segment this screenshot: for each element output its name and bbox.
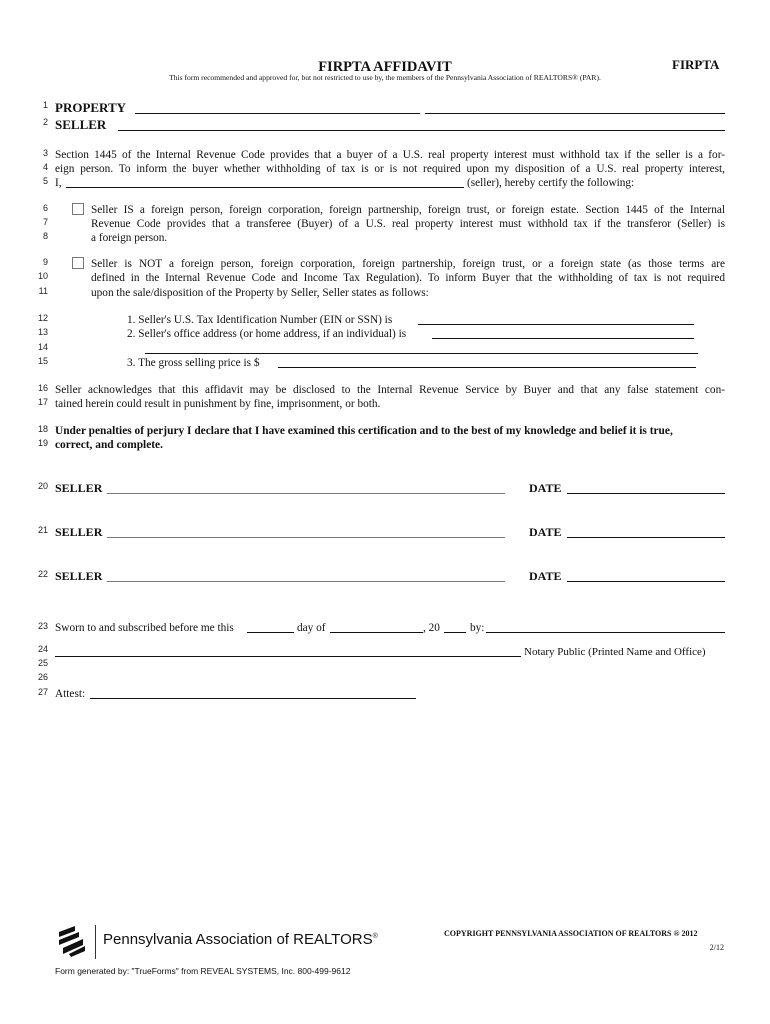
par-logo-icon [57, 924, 97, 958]
line-number: 15 [37, 356, 48, 366]
seller-label: SELLER [55, 117, 107, 132]
line-number: 6 [42, 203, 48, 213]
seller-field[interactable] [118, 130, 725, 131]
signature-date-field[interactable] [567, 537, 725, 538]
intro-line-3-prefix: I, [55, 177, 62, 189]
line-number: 22 [37, 569, 48, 579]
signature-date-label: DATE [529, 525, 562, 539]
notary-label: Notary Public (Printed Name and Office) [524, 646, 706, 658]
attest-field[interactable] [90, 698, 416, 699]
line-number: 7 [42, 217, 48, 227]
line-number: 23 [37, 621, 48, 631]
sworn-label: Sworn to and subscribed before me this [55, 622, 234, 634]
address-field-1[interactable] [432, 338, 694, 339]
foreign-line-1: Seller IS a foreign person, foreign corporation, foreign partnership, foreign trust, or foreign estate. Section 1445 of the Internal [91, 204, 725, 216]
price-field[interactable] [278, 367, 696, 368]
signature-date-field[interactable] [567, 493, 725, 494]
signature-seller-label: SELLER [55, 481, 103, 495]
seller-signature-field[interactable] [107, 493, 505, 494]
revision-text: 2/12 [709, 943, 724, 952]
par-logo [57, 924, 97, 958]
org-name-registered: ® [372, 933, 378, 940]
ack-line-1: Seller acknowledges that this affidavit may be disclosed to the Internal Revenue Service by Buyer and that any false statement con- [55, 384, 725, 396]
notary-name-field[interactable] [55, 656, 521, 657]
line-number: 9 [42, 257, 48, 267]
seller-signature-field[interactable] [107, 537, 505, 538]
tin-field[interactable] [418, 324, 694, 325]
signature-seller-label: SELLER [55, 525, 103, 539]
foreign-person-checkbox[interactable] [72, 203, 84, 215]
not-foreign-line-2: defined in the Internal Revenue Code and Income Tax Regulation). To inform Buyer that the withholding of tax is not required [91, 272, 725, 284]
address-field-2[interactable] [145, 353, 698, 354]
copyright-text: COPYRIGHT PENNSYLVANIA ASSOCIATION OF REALTORS ® 2012 [444, 929, 698, 938]
signature-date-field[interactable] [567, 581, 725, 582]
property-label: PROPERTY [55, 100, 127, 115]
year-prefix-label: , 20 [423, 622, 440, 634]
line-number: 4 [42, 162, 48, 172]
line-number: 27 [37, 687, 48, 697]
by-label: by: [470, 622, 485, 634]
signature-seller-label: SELLER [55, 569, 103, 583]
org-name [103, 931, 378, 948]
intro-line-1: Section 1445 of the Internal Revenue Code provides that a buyer of a U.S. real property interest must withhold tax if the seller is a for- [55, 149, 725, 161]
line-number: 17 [37, 397, 48, 407]
property-field-2[interactable] [425, 113, 725, 114]
signature-date-label: DATE [529, 481, 562, 495]
line-number: 11 [38, 286, 48, 296]
logo-divider [95, 925, 96, 959]
sworn-by-field[interactable] [486, 632, 725, 633]
attest-label: Attest: [55, 688, 86, 700]
line-number: 21 [37, 525, 48, 535]
perjury-line-2: correct, and complete. [55, 439, 163, 451]
price-label: 3. The gross selling price is $ [127, 357, 260, 369]
line-number: 10 [37, 271, 48, 281]
form-title: FIRPTA AFFIDAVIT [318, 59, 452, 75]
intro-line-3-suffix: (seller), hereby certify the following: [467, 177, 635, 189]
line-number: 24 [37, 644, 48, 654]
line-number: 12 [37, 313, 48, 323]
line-number: 25 [37, 658, 48, 668]
certifying-seller-name-field[interactable] [66, 187, 464, 188]
line-number: 2 [42, 117, 48, 127]
seller-signature-field[interactable] [107, 581, 505, 582]
line-number: 26 [37, 672, 48, 682]
sworn-day-field[interactable] [247, 632, 294, 633]
sworn-month-field[interactable] [330, 632, 423, 633]
signature-date-label: DATE [529, 569, 562, 583]
line-number: 3 [42, 148, 48, 158]
line-number: 19 [37, 438, 48, 448]
not-foreign-line-3: upon the sale/disposition of the Property by Seller, Seller states as follows: [91, 287, 429, 299]
not-foreign-line-1: Seller is NOT a foreign person, foreign corporation, foreign partnership, foreign trust, or a foreign state (as those terms are [91, 258, 725, 270]
property-field-1[interactable] [135, 113, 420, 114]
line-number: 5 [42, 176, 48, 186]
day-of-label: day of [297, 622, 326, 634]
org-name-text: Pennsylvania Association of REALTORS [103, 931, 373, 948]
ack-line-2: tained herein could result in punishment by fine, imprisonment, or both. [55, 398, 381, 410]
line-number: 8 [42, 231, 48, 241]
perjury-line-1: Under penalties of perjury I declare that I have examined this certification and to the best of my knowledge and belief it is true, [55, 425, 673, 437]
foreign-line-2: Revenue Code provides that a transferee (Buyer) of a U.S. real property interest must withhold tax if the transferor (Seller) is [91, 218, 725, 230]
line-number: 14 [37, 342, 48, 352]
sworn-year-field[interactable] [444, 632, 466, 633]
intro-line-2: eign person. To inform the buyer whether withholding of tax is or is not required upon my disposition of a U.S. real property interest, [55, 163, 725, 175]
line-number: 20 [37, 481, 48, 491]
line-number: 13 [37, 327, 48, 337]
not-foreign-person-checkbox[interactable] [72, 257, 84, 269]
line-number: 18 [37, 424, 48, 434]
address-label: 2. Seller's office address (or home address, if an individual) is [127, 328, 407, 340]
form-subtitle: This form recommended and approved for, but not restricted to use by, the members of the Pennsylvania Association of REALTORS® (PAR). [169, 73, 601, 82]
foreign-line-3: a foreign person. [91, 232, 168, 244]
line-number: 16 [37, 383, 48, 393]
generated-by-text: Form generated by: "TrueForms" from REVEAL SYSTEMS, Inc. 800-499-9612 [55, 966, 351, 976]
form-code: FIRPTA [672, 57, 720, 72]
line-number: 1 [42, 100, 48, 110]
tin-label: 1. Seller's U.S. Tax Identification Number (EIN or SSN) is [127, 314, 393, 326]
